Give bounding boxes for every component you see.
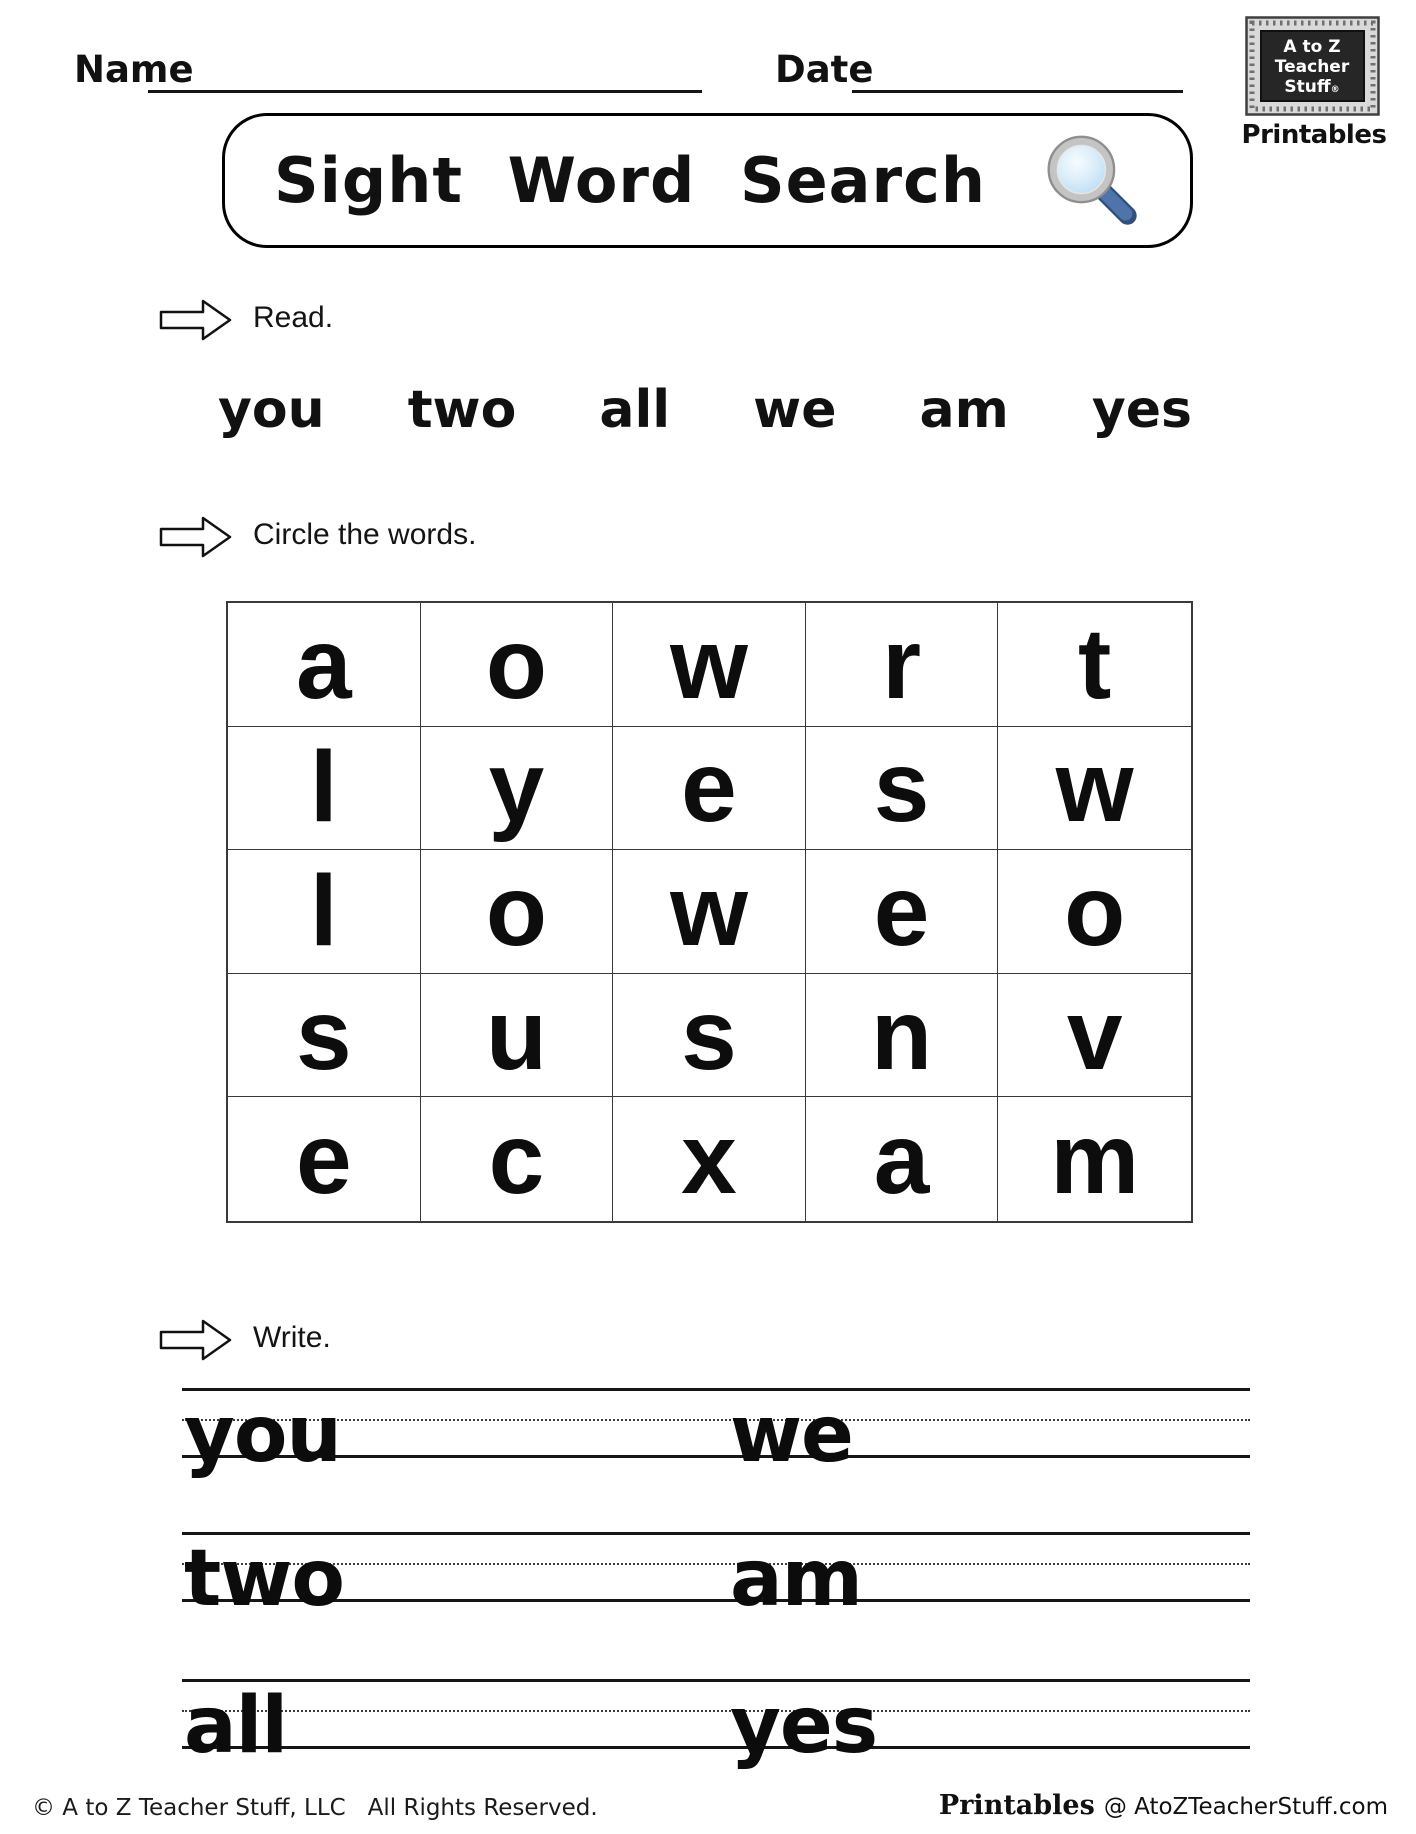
atoz-teacher-stuff-logo: [1245, 16, 1380, 116]
grid-letter-cell: o: [998, 850, 1191, 974]
writing-line-group: [182, 1388, 1250, 1480]
grid-letter-cell: w: [613, 603, 806, 727]
grid-letter-cell: w: [613, 850, 806, 974]
trace-word: yes: [730, 1681, 878, 1771]
grid-letter-cell: s: [806, 727, 999, 851]
dotted-midline: [182, 1710, 1250, 1712]
grid-letter-cell: e: [228, 1097, 421, 1221]
dotted-midline: [182, 1419, 1250, 1421]
grid-letter-cell: o: [421, 850, 614, 974]
writing-line-group: [182, 1679, 1250, 1771]
grid-letter-cell: x: [613, 1097, 806, 1221]
grid-letter-cell: a: [228, 603, 421, 727]
trace-word: two: [184, 1534, 344, 1624]
read-word: two: [407, 380, 517, 440]
page-title: Sight Word Search: [274, 144, 986, 217]
chalkboard-icon: [1245, 16, 1380, 116]
footer-site-label: @ AtoZTeacherStuff.com: [1103, 1794, 1388, 1820]
copyright-text: © A to Z Teacher Stuff, LLC All Rights Reserved.: [32, 1795, 598, 1821]
date-label: Date: [775, 48, 874, 91]
read-word: yes: [1091, 380, 1192, 440]
svg-text:A to Z: A to Z: [1283, 37, 1341, 57]
grid-letter-cell: l: [228, 727, 421, 851]
right-arrow-icon: [159, 1318, 233, 1362]
footer-printables-label: Printables: [938, 1790, 1095, 1821]
trace-word: we: [730, 1390, 853, 1480]
grid-letter-cell: r: [806, 603, 999, 727]
grid-letter-cell: t: [998, 603, 1191, 727]
circle-instruction: Circle the words.: [253, 518, 477, 551]
write-instruction: Write.: [253, 1321, 331, 1354]
grid-letter-cell: l: [228, 850, 421, 974]
trace-word: am: [730, 1534, 862, 1624]
footer-brand-line: [939, 1790, 1388, 1821]
grid-letter-cell: e: [806, 850, 999, 974]
letter-grid: [226, 601, 1193, 1223]
grid-letter-cell: m: [1050, 1102, 1140, 1215]
magnifier-icon: [1041, 130, 1141, 232]
name-label: Name: [74, 48, 194, 91]
right-arrow-icon: [159, 298, 233, 342]
svg-text:Teacher: Teacher: [1274, 57, 1350, 77]
trace-word: all: [184, 1681, 288, 1771]
grid-letter-cell: w: [998, 727, 1191, 851]
name-blank-line: [148, 90, 702, 93]
grid-letter-cell: u: [421, 974, 614, 1098]
writing-line-group: [182, 1532, 1250, 1624]
grid-letter-cell: y: [421, 727, 614, 851]
right-arrow-icon: [159, 515, 233, 559]
grid-letter-cell: c: [421, 1097, 614, 1221]
trace-word: you: [184, 1390, 341, 1480]
read-word-list: [218, 378, 1192, 442]
grid-letter-cell: e: [613, 727, 806, 851]
title-box: [222, 113, 1193, 248]
read-word: we: [753, 380, 837, 440]
read-word: am: [919, 380, 1009, 440]
grid-letter-cell: s: [613, 974, 806, 1098]
grid-letter-cell: s: [228, 974, 421, 1098]
svg-text:Stuff®: Stuff®: [1284, 77, 1340, 97]
date-blank-line: [852, 90, 1183, 93]
grid-letter-cell: o: [421, 603, 614, 727]
read-instruction: Read.: [253, 301, 334, 334]
read-word: all: [599, 380, 671, 440]
grid-letter-cell: v: [998, 974, 1191, 1098]
read-word: you: [218, 380, 325, 440]
grid-letter-cell: a: [806, 1097, 999, 1221]
logo-caption: Printables: [1241, 120, 1387, 150]
grid-letter-cell: n: [806, 974, 999, 1098]
